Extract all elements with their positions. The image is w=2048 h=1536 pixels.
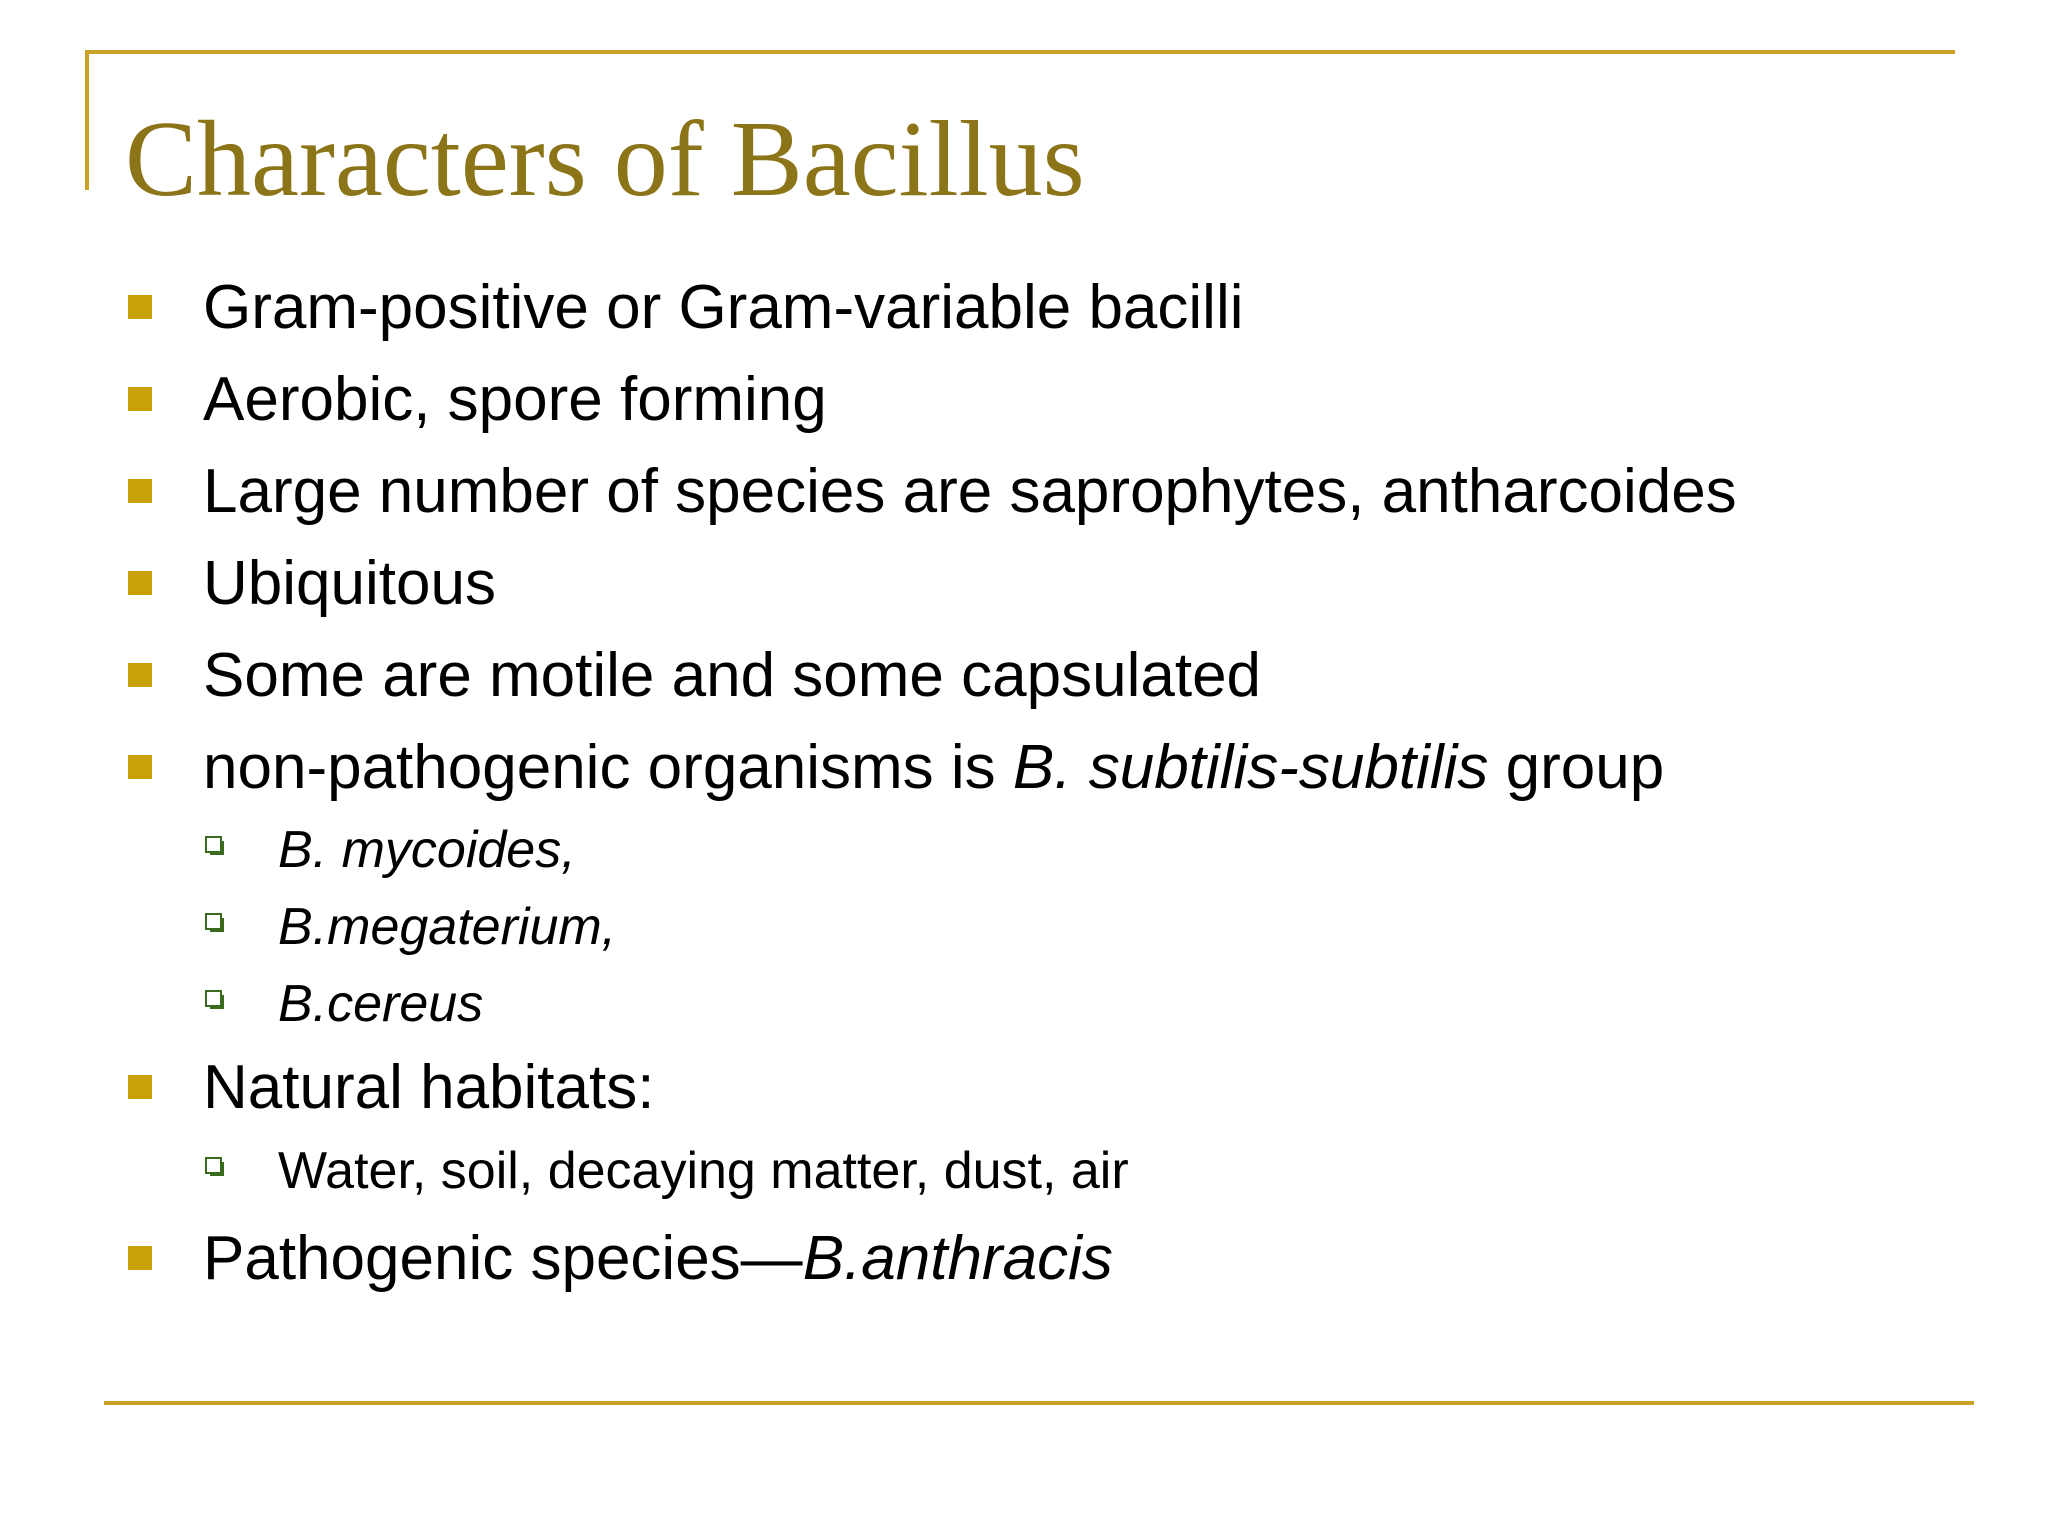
square-bullet-icon [128,295,152,319]
square-bullet-icon [128,1075,152,1099]
square-bullet-icon [128,1246,152,1270]
list-item-text: Some are motile and some capsulated [203,641,1262,710]
list-item-text: B.cereus [278,975,484,1033]
square-bullet-icon [128,755,152,779]
list-item-text: B.megaterium, [278,898,617,956]
frame-top-rule [85,50,1955,54]
square-bullet-icon [128,663,152,687]
list-item-text: Natural habitats: [203,1053,655,1122]
square-bullet-icon [128,387,152,411]
hollow-square-bullet-icon [205,913,222,930]
list-item-text: B. mycoides, [278,821,576,879]
frame-left-rule [85,50,89,190]
list-item-text: Pathogenic species—B.anthracis [203,1224,1113,1293]
list-item-text: Ubiquitous [203,549,496,618]
hollow-square-bullet-icon [205,1157,222,1174]
list-item-text: Water, soil, decaying matter, dust, air [278,1142,1129,1200]
frame-bottom-rule [104,1401,1974,1405]
list-item-text: Large number of species are saprophytes, antharcoides [203,457,1737,526]
list-item-text: Gram-positive or Gram-variable bacilli [203,273,1244,342]
square-bullet-icon [128,479,152,503]
hollow-square-bullet-icon [205,990,222,1007]
list-item-text: Aerobic, spore forming [203,365,827,434]
slide-title: Characters of Bacillus [125,100,1085,219]
list-item-text: non-pathogenic organisms is B. subtilis-subtilis group [203,733,1665,802]
hollow-square-bullet-icon [205,836,222,853]
square-bullet-icon [128,571,152,595]
